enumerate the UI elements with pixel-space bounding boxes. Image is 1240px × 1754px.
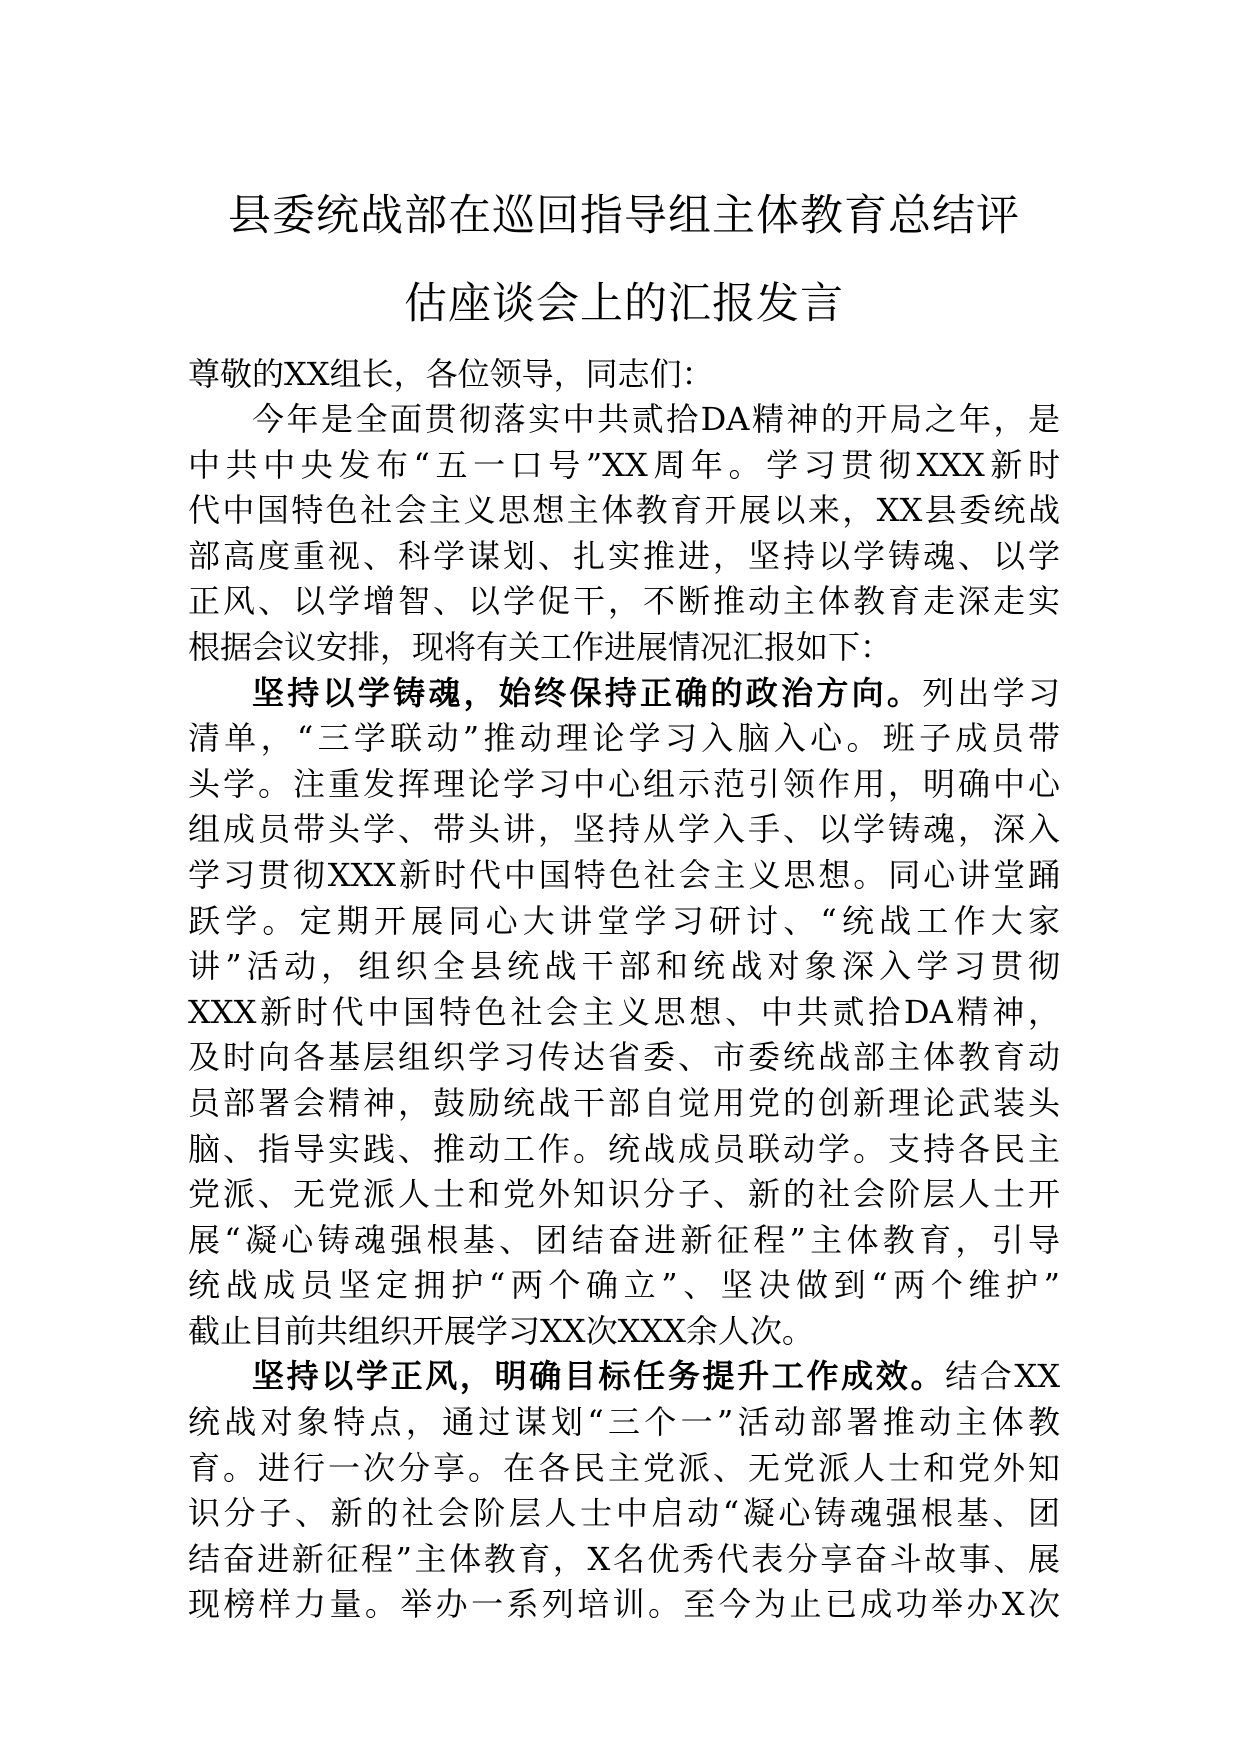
text-line [188, 671, 1060, 717]
salutation: 尊敬的XX组长，各位领导，同志们： [188, 355, 714, 393]
text-line: 跃学。定期开展同心大讲堂学习研讨、“统战工作大家 [188, 901, 1060, 940]
section-1-first-line-rest: 列出学习 [922, 673, 1060, 712]
text-line: 展“凝心铸魂强根基、团结奋进新征程”主体教育，引导 [188, 1220, 1060, 1259]
text-line [188, 1354, 1060, 1400]
text-line: 部高度重视、科学谋划、扎实推进，坚持以学铸魂、以学 [188, 536, 1060, 575]
text-line: 清单，“三学联动”推动理论学习入脑入心。班子成员带 [188, 719, 1060, 758]
text-line: 截止目前共组织开展学习XX次XXX余人次。 [188, 1311, 814, 1350]
text-line: 统战对象特点，通过谋划“三个一”活动部署推动主体教 [188, 1403, 1060, 1442]
intro-paragraph [188, 397, 1060, 671]
text-line: 脑、指导实践、推动工作。统战成员联动学。支持各民主 [188, 1129, 1060, 1168]
text-line: 结奋进新征程”主体教育，X名优秀代表分享奋斗故事、展 [188, 1539, 1060, 1578]
text-line: 讲”活动，组织全县统战干部和统战对象深入学习贯彻 [188, 947, 1060, 986]
section-1-paragraph [188, 671, 1060, 1355]
text-line: 组成员带头学、带头讲，坚持从学入手、以学铸魂，深入 [188, 810, 1060, 849]
text-line: 员部署会精神，鼓励统战干部自觉用党的创新理论武装头 [188, 1083, 1060, 1122]
section-2-heading: 坚持以学正风，明确目标任务提升工作成效。 [252, 1357, 946, 1396]
document-page [188, 0, 1060, 1628]
section-1-heading: 坚持以学铸魂，始终保持正确的政治方向。 [252, 673, 923, 712]
text-line: 代中国特色社会主义思想主体教育开展以来，XX县委统战 [188, 491, 1060, 530]
title-line-1: 县委统战部在巡回指导组主体教育总结评 [228, 191, 1020, 241]
text-line: XXX新时代中国特色社会主义思想、中共贰拾DA精神， [188, 992, 1060, 1031]
section-2-first-line-rest: 结合XX [945, 1357, 1060, 1396]
text-line: 育。进行一次分享。在各民主党派、无党派人士和党外知 [188, 1448, 1060, 1487]
text-line: 根据会议安排，现将有关工作进展情况汇报如下： [188, 627, 893, 666]
text-line: 统战成员坚定拥护“两个确立”、坚决做到“两个维护” [188, 1266, 1060, 1305]
document-title [188, 0, 1060, 348]
text-line: 及时向各基层组织学习传达省委、市委统战部主体教育动 [188, 1038, 1060, 1077]
title-line-2: 估座谈会上的汇报发言 [404, 279, 844, 329]
text-line: 中共中央发布“五一口号”XX周年。学习贯彻XXX新时 [188, 445, 1060, 484]
text-line: 正风、以学增智、以学促干，不断推动主体教育走深走实 [188, 582, 1060, 621]
text-line: 头学。注重发挥理论学习中心组示范引领作用，明确中心 [188, 764, 1060, 803]
text-line: 党派、无党派人士和党外知识分子、新的社会阶层人士开 [188, 1175, 1060, 1214]
text-line: 现榜样力量。举办一系列培训。至今为止已成功举办X次 [188, 1585, 1060, 1624]
text-line: 识分子、新的社会阶层人士中启动“凝心铸魂强根基、团 [188, 1494, 1060, 1533]
text-line: 学习贯彻XXX新时代中国特色社会主义思想。同心讲堂踊 [188, 855, 1060, 894]
text-line: 今年是全面贯彻落实中共贰拾DA精神的开局之年，是 [252, 400, 1060, 438]
section-2-paragraph [188, 1354, 1060, 1628]
